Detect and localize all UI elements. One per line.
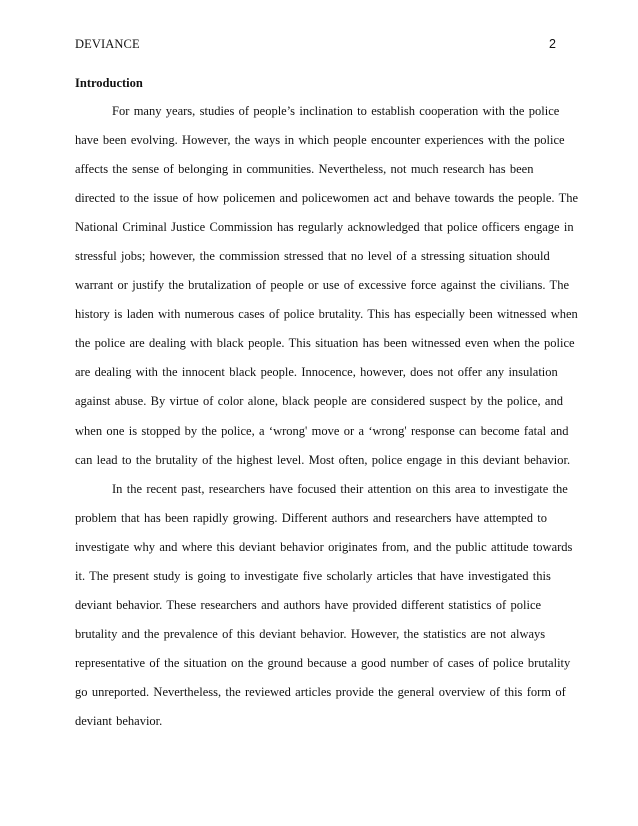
paragraph-line: directed to the issue of how policemen and policewomen act and behave towards the people. The bbox=[75, 191, 579, 206]
paragraph-line: For many years, studies of people’s inclination to establish cooperation with the police bbox=[112, 104, 560, 118]
paragraph-line: In the recent past, researchers have focused their attention on this area to investigate the bbox=[112, 481, 568, 496]
paragraph-line: against abuse. By virtue of color alone, black people are considered suspect by the police, and bbox=[75, 394, 563, 409]
paragraph-line: problem that has been rapidly growing. Different authors and researchers have attempted to bbox=[75, 510, 547, 525]
paragraph-line: deviant behavior. bbox=[75, 713, 163, 728]
paragraph-line: representative of the situation on the ground because a good number of cases of police brutality bbox=[75, 655, 571, 670]
paragraph-line: go unreported. Nevertheless, the reviewed articles provide the general overview of this form of bbox=[75, 684, 566, 699]
paragraph-line: affects the sense of belonging in communities. Nevertheless, not much research has been bbox=[75, 162, 534, 177]
section-heading: Introduction bbox=[75, 76, 143, 90]
paragraph-line: stressful jobs; however, the commission stressed that no level of a stressing situation should bbox=[75, 249, 550, 264]
paragraph-line: it. The present study is going to investigate five scholarly articles that have investigated this bbox=[75, 568, 551, 583]
paragraph-line: National Criminal Justice Commission has regularly acknowledged that police officers engage in bbox=[75, 220, 574, 235]
paragraph-line: can lead to the brutality of the highest level. Most often, police engage in this deviant behavior. bbox=[75, 452, 571, 467]
page-number: 2 bbox=[549, 37, 556, 51]
paragraph-line: history is laden with numerous cases of police brutality. This has especially been witnessed when bbox=[75, 307, 578, 322]
running-head: DEVIANCE bbox=[75, 37, 140, 51]
paragraph-line: deviant behavior. These researchers and authors have provided different statistics of police bbox=[75, 597, 542, 612]
paragraph-line: brutality and the prevalence of this deviant behavior. However, the statistics are not always bbox=[75, 626, 546, 641]
paragraph-line: are dealing with the innocent black people. Innocence, however, does not offer any insulation bbox=[75, 365, 558, 380]
body-text bbox=[75, 97, 579, 736]
paragraph-line: the police are dealing with black people. This situation has been witnessed even when the police bbox=[75, 336, 575, 351]
paragraph-line: have been evolving. However, the ways in which people encounter experiences with the police bbox=[75, 133, 565, 148]
paragraph-line: investigate why and where this deviant behavior originates from, and the public attitude towards bbox=[75, 539, 573, 554]
paragraph-line: warrant or justify the brutalization of people or use of excessive force against the civilians. The bbox=[75, 278, 569, 293]
paragraph-line: when one is stopped by the police, a ‘wrong' move or a ‘wrong' response can become fatal and bbox=[75, 423, 569, 438]
